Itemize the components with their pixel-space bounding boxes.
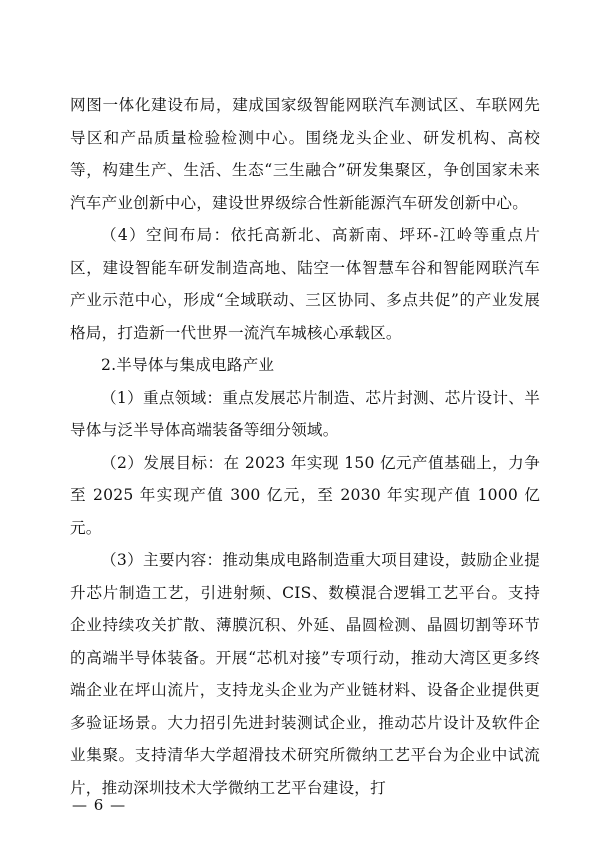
- page-number: — 6 —: [72, 796, 127, 814]
- paragraph-spatial-layout: （4）空间布局：依托高新北、高新南、坪环-江岭等重点片区，建设智能车研发制造高地、陆空一体智慧车谷和智能网联汽车产业示范中心，形成“全域联动、三区协同、多点共促”的产业发展格局，打造新一代世界一流汽车城核心承载区。: [70, 226, 540, 342]
- paragraph-continued: 网图一体化建设布局，建成国家级智能网联汽车测试区、车联网先导区和产品质量检验检测中心。围绕龙头企业、研发机构、高校等，构建生产、生活、生态“三生融合”研发集聚区，争创国家未来汽车产业创新中心，建设世界级综合性新能源汽车研发创新中心。: [70, 96, 540, 212]
- paragraph-main-content: （3）主要内容：推动集成电路制造重大项目建设，鼓励企业提升芯片制造工艺，引进射频、CIS、数模混合逻辑工艺平台。支持企业持续攻关扩散、薄膜沉积、外延、晶圆检测、晶圆切割等环节的高端半导体装备。开展“芯机对接”专项行动，推动大湾区更多终端企业在坪山流片，支持龙头企业为产业链材料、设备企业提供更多验证场景。大力招引先进封装测试企业，推动芯片设计及软件企业集聚。支持清华大学超滑技术研究所微纳工艺平台为企业中试流片，推动深圳技术大学微纳工艺平台建设，打: [70, 551, 540, 797]
- document-body: [70, 89, 540, 804]
- paragraph-development-goals: （2）发展目标：在 2023 年实现 150 亿元产值基础上，力争至 2025 年实现产值 300 亿元，至 2030 年实现产值 1000 亿元。: [70, 453, 540, 537]
- paragraph-key-areas: （1）重点领域：重点发展芯片制造、芯片封测、芯片设计、半导体与泛半导体高端装备等细分领域。: [70, 388, 540, 439]
- section-heading-semiconductor: 2.半导体与集成电路产业: [101, 356, 275, 374]
